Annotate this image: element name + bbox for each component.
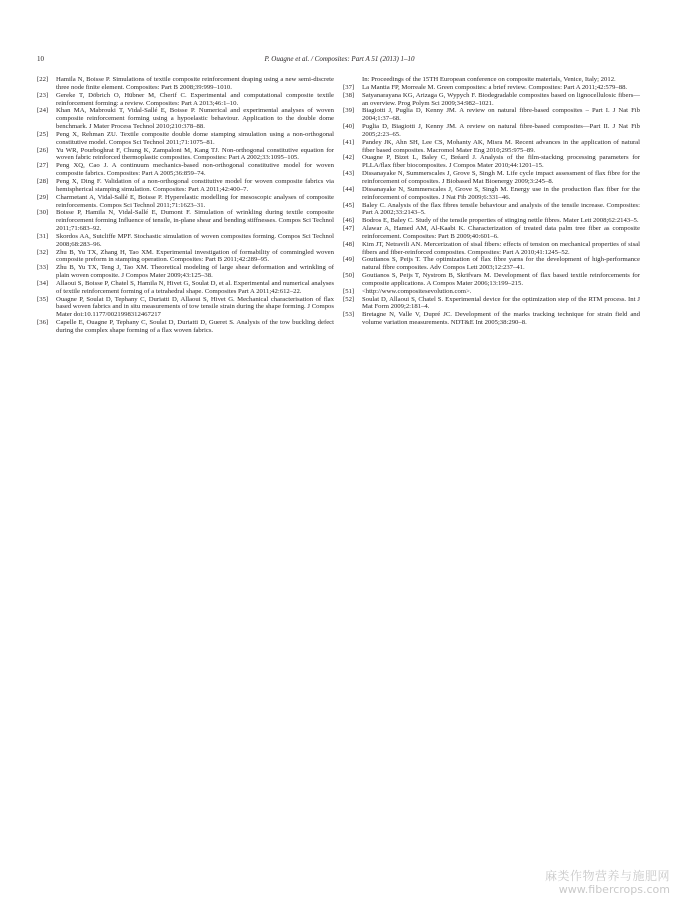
reference-item bbox=[343, 225, 640, 241]
reference-text: In: Proceedings of the 15TH European conference on composite materials, Venice, Italy; 2012. bbox=[362, 76, 616, 83]
reference-text: Peng X, Ding F. Validation of a non-orthogonal constitutive model for woven composite fabrics via hemispherical stamping simulation. Composites: Part A 2011;42:400–7. bbox=[56, 177, 334, 193]
reference-text: Charmetant A, Vidal-Sallé E, Boisse P. Hyperelastic modelling for mesoscopic analyses of composite reinforcements. Compos Sci Technol 2011;71:1623–31. bbox=[56, 193, 334, 209]
reference-number: [30] bbox=[37, 209, 49, 217]
reference-text: Ouagne P, Soulat D, Tephany C, Duriatti D, Allaoui S, Hivet G. Mechanical characterisation of flax based woven fabrics and in situ measurements of tow tensile strain during the shape forming. J Compos Mater doi:10.1177/0021998312467217 bbox=[56, 295, 334, 319]
reference-text: Bretagne N, Valle V, Dupré JC. Development of the marks tracking technique for strain field and volume variation measurements. NDT&E Int 2005;38:290–8. bbox=[362, 311, 640, 327]
reference-number: [22] bbox=[37, 76, 49, 83]
reference-item bbox=[37, 178, 334, 194]
watermark-site-name: 麻类作物营养与施肥网 bbox=[544, 869, 670, 883]
reference-item bbox=[343, 84, 640, 92]
reference-item bbox=[37, 147, 334, 163]
reference-item bbox=[343, 256, 640, 272]
reference-number: [27] bbox=[37, 162, 49, 170]
reference-text: Dissanayake N, Summerscales J, Grove S, Singh M. Life cycle impact assessment of flax fibre for the reinforcement of composites. J Biobased Mat Bioenergy 2009;3:245–8. bbox=[362, 170, 640, 185]
reference-item bbox=[37, 264, 334, 280]
reference-text: Peng XQ, Cao J. A continuum mechanics-based non-orthogonal constitutive model for woven composite fabrics. Composites: Part A 2005;36:859–74. bbox=[56, 162, 334, 178]
reference-number: [24] bbox=[37, 107, 49, 115]
reference-text: Zhu B, Yu TX, Teng J, Tao XM. Theoretical modeling of large shear deformation and wrinkling of plain woven composite. J Compos Mater 2009;43:125–38. bbox=[56, 264, 334, 280]
reference-text: Puglia D, Biagiotti J, Kenny JM. A review on natural fibre-based composites—Part II. J Nat Fib 2005;2:23–65. bbox=[362, 123, 640, 138]
reference-number: [46] bbox=[343, 217, 355, 225]
reference-number: [25] bbox=[37, 130, 49, 138]
reference-text: Baley C. Analysis of the flax fibres tensile behaviour and analysis of the tensile increase. Composites: Part A 2002;33:2143–5. bbox=[362, 201, 640, 217]
reference-text: Alawar A, Hamed AM, Al-Kaabi K. Characterization of treated data palm tree fiber as composite reinforcement. Composites: Part B 2009;40:601–6. bbox=[362, 225, 640, 240]
reference-number: [43] bbox=[343, 170, 355, 178]
reference-item bbox=[343, 154, 640, 170]
reference-text: Gereke T, Döbrich O, Hübner M, Cherif C. Experimental and computational composite textile reinforcement forming: a review. Composites: Part A 2013;46:1–10. bbox=[56, 91, 334, 107]
reference-text: Bodros E, Baley C. Study of the tensile properties of stinging nettle fibres. Mater Lett 2008;62:2143–5. bbox=[362, 217, 639, 225]
reference-item bbox=[343, 272, 640, 288]
reference-number: [33] bbox=[37, 264, 49, 272]
reference-text: Biagiotti J, Puglia D, Kenny JM. A review on natural fibre-based composites – Part I. J Nat Fib 2004;1:37–68. bbox=[362, 107, 640, 123]
reference-text: <http://www.compositesevolution.com>. bbox=[362, 287, 472, 295]
reference-text: Peng X, Rehman ZU. Textile composite double dome stamping simulation using a non-orthogonal constitutive model. Compos Sci Technol 2011;71:1075–81. bbox=[56, 130, 334, 146]
reference-item bbox=[343, 107, 640, 123]
reference-text: La Mantia FP, Morreale M. Green composites: a brief review. Composites: Part A 2011;42:579–88. bbox=[362, 83, 628, 91]
reference-item bbox=[343, 296, 640, 312]
reference-item bbox=[37, 92, 334, 108]
reference-item bbox=[343, 170, 640, 186]
reference-number: [45] bbox=[343, 201, 355, 209]
reference-text: Hamila N, Boisse P. Simulations of textile composite reinforcement draping using a new semi-discrete three node finite element. Composites: Part B 2008;39:999–1010. bbox=[56, 76, 334, 91]
reference-number: [29] bbox=[37, 193, 49, 201]
reference-number: [37] bbox=[343, 83, 355, 91]
reference-number: [35] bbox=[37, 295, 49, 303]
reference-text: Skordos AA, Sutcliffe MPF. Stochastic simulation of woven composites forming. Compos Sci Technol 2008;68:283–96. bbox=[56, 232, 334, 248]
reference-item bbox=[343, 311, 640, 327]
reference-item bbox=[37, 280, 334, 296]
reference-item bbox=[37, 76, 334, 92]
reference-item bbox=[37, 162, 334, 178]
reference-text: Goutianos S, Peijs T, Nystrom B, Skrifvars M. Development of flax based textile reinforcements for composite applications. A Compos Mater 2006;13:199–215. bbox=[362, 272, 640, 287]
reference-item bbox=[343, 139, 640, 155]
reference-item bbox=[37, 107, 334, 131]
reference-number: [49] bbox=[343, 256, 355, 264]
reference-number: [39] bbox=[343, 107, 355, 115]
page-header bbox=[37, 53, 642, 65]
reference-item bbox=[37, 296, 334, 320]
reference-list-right-column bbox=[343, 76, 640, 327]
reference-text: Dissanayake N, Summerscales J, Grove S, Singh M. Energy use in the production flax fiber for the reinforcement of composites. J Nat Fib 2009;6:331–46. bbox=[362, 185, 640, 201]
reference-text: Kim JT, Netravili AN. Mercerization of sisal fibers: effects of tension on mechanical properties of sisal fibers and fiber-reinforced composites. Composites: Part A 2010;41:1245–52. bbox=[362, 240, 640, 256]
running-title: P. Ouagne et al. / Composites: Part A 51 (2013) 1–10 bbox=[264, 55, 415, 63]
reference-text: Goutianos S, Peijs T. The optimization of flax fibre yarns for the development of high-performance natural fibre composites. Adv Compos Lett 2003;12:237–41. bbox=[362, 256, 640, 272]
reference-text: Ouagne P, Bizet L, Baley C, Bréard J. Analysis of the film-stacking processing parameters for PLLA/flax fiber biocomposites. J Compos Mater 2010;44:1201–15. bbox=[362, 154, 640, 170]
reference-text: Pandey JK, Ahn SH, Lee CS, Mohanty AK, Misra M. Recent advances in the application of natural fiber based composites. Macromol Mater Eng 2010;295:975–89. bbox=[362, 138, 640, 154]
reference-item bbox=[343, 186, 640, 202]
reference-text: Boisse P, Hamila N, Vidal-Sallé E, Dumont F. Simulation of wrinkling during textile composite reinforcement forming Influence of tensile, in-plane shear and bending stiffnesses. Compos Sci Technol 2011;71:683–92. bbox=[56, 209, 334, 233]
reference-item bbox=[343, 288, 640, 296]
reference-number: [26] bbox=[37, 146, 49, 154]
reference-number: [51] bbox=[343, 287, 355, 295]
reference-text: Khan MA, Mabrouki T, Vidal-Sallé E, Boisse P. Numerical and experimental analyses of woven composite reinforcement forming using a hypoelastic behaviour. Application to the double dome benchmark. J Mater Process Technol 2010;210:378–88. bbox=[56, 107, 334, 131]
reference-number: [44] bbox=[343, 185, 355, 193]
reference-item bbox=[37, 194, 334, 210]
reference-item bbox=[37, 131, 334, 147]
reference-text: Zhu B, Yu TX, Zhang H, Tao XM. Experimental investigation of formability of commingled woven composite preform in stamping operation. Composites: Part B 2011;42:289–95. bbox=[56, 248, 334, 264]
reference-item bbox=[343, 76, 640, 84]
reference-text: Capelle E, Ouagne P, Tephany C, Soulat D, Duriatti D, Gueret S. Analysis of the tow buckling defect during the complex shape forming of a flax woven fabrics. bbox=[56, 319, 334, 334]
reference-item bbox=[343, 202, 640, 218]
reference-number: [53] bbox=[343, 311, 355, 319]
reference-text: Satyanarayana KG, Arizaga G, Wypych F. Biodegradable composites based on lignocellulosic fibers—an overview. Prog Polym Sci 2009;34:982–1021. bbox=[362, 91, 640, 107]
reference-item bbox=[343, 241, 640, 257]
reference-text: Soulat D, Allaoui S, Chatel S. Experimental device for the optimization step of the RTM process. Int J Mat Form 2009;2:181–4. bbox=[362, 295, 640, 311]
reference-number: [41] bbox=[343, 138, 355, 146]
reference-number: [50] bbox=[343, 272, 355, 280]
reference-number: [42] bbox=[343, 154, 355, 162]
reference-text: Yu WR, Pourboghrat F, Chung K, Zampaloni M, Kang TJ. Non-orthogonal constitutive equation for woven fabric reinforced thermoplastic composites. Composites: Part A 2002;33:1095–105. bbox=[56, 146, 334, 162]
reference-item bbox=[37, 319, 334, 335]
reference-number: [34] bbox=[37, 279, 49, 287]
reference-number: [23] bbox=[37, 91, 49, 99]
reference-number: [38] bbox=[343, 91, 355, 99]
reference-number: [32] bbox=[37, 248, 49, 256]
reference-number: [47] bbox=[343, 225, 355, 233]
reference-number: [40] bbox=[343, 123, 355, 131]
reference-item bbox=[37, 233, 334, 249]
watermark-url: www.fibercrops.com bbox=[558, 883, 670, 896]
watermark bbox=[545, 869, 670, 896]
reference-item bbox=[37, 209, 334, 233]
reference-item bbox=[343, 92, 640, 108]
reference-number: [28] bbox=[37, 177, 49, 185]
page-number: 10 bbox=[37, 55, 44, 63]
reference-text: Allaoui S, Boisse P, Chatel S, Hamila N, Hivet G, Soulat D, et al. Experimental and numerical analyses of textile reinforcement forming of a tetrahedral shape. Composites Part A 2011;42:612–22. bbox=[56, 279, 334, 295]
reference-number: [36] bbox=[37, 319, 49, 327]
reference-list-left-column bbox=[37, 76, 334, 335]
reference-number: [52] bbox=[343, 295, 355, 303]
reference-number: [48] bbox=[343, 240, 355, 248]
reference-item bbox=[343, 123, 640, 139]
reference-number: [31] bbox=[37, 232, 49, 240]
reference-item bbox=[343, 217, 640, 225]
reference-item bbox=[37, 249, 334, 265]
